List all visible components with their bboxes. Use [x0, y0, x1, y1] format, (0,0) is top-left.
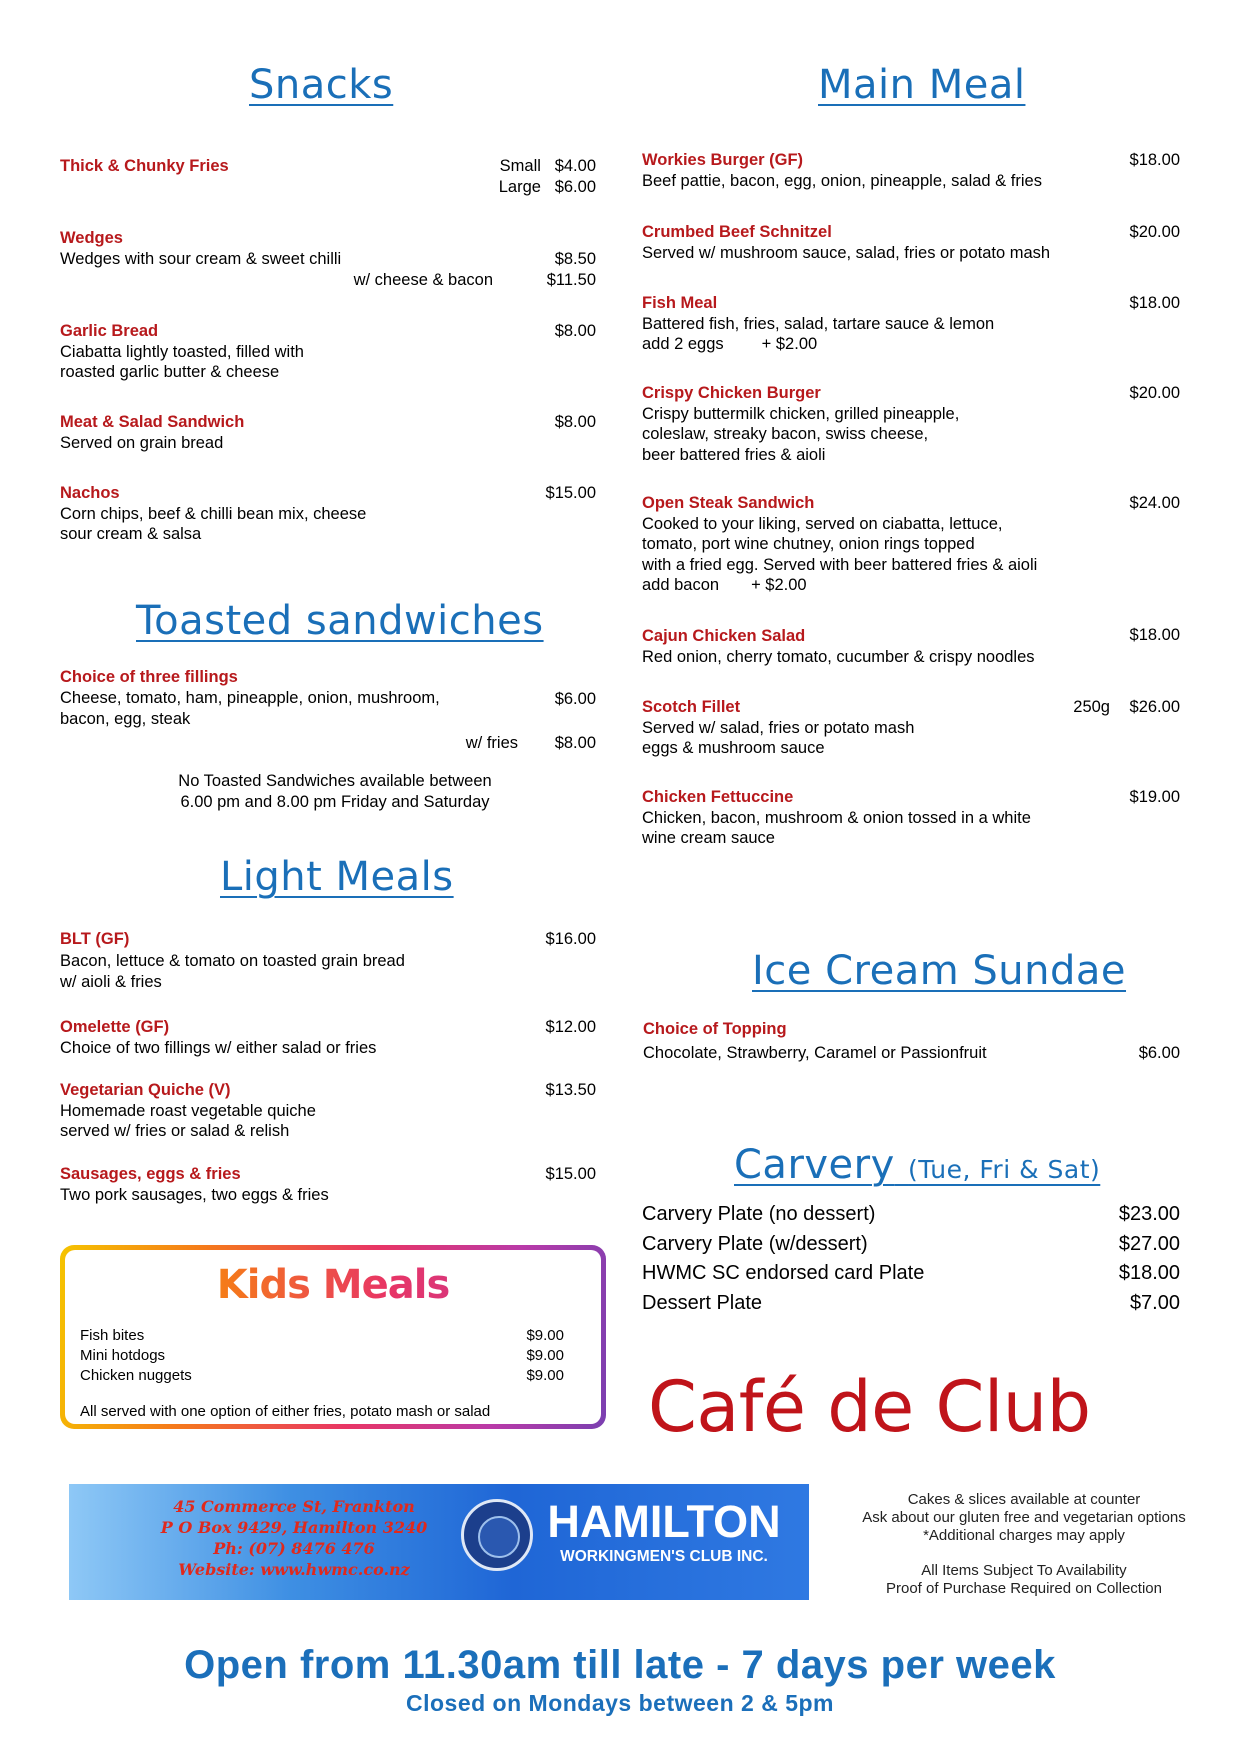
item-desc: Cooked to your liking, served on ciabatta, lettuce,: [642, 514, 1003, 533]
kids-meals-box: [60, 1245, 606, 1429]
item-desc: coleslaw, streaky bacon, swiss cheese,: [642, 425, 929, 443]
menu-item-fries: [60, 156, 229, 177]
club-name: HAMILTON: [547, 1496, 781, 1547]
item-name: Workies Burger (GF): [642, 151, 804, 169]
note-line: No Toasted Sandwiches available between: [178, 772, 492, 790]
item-price: $15.00: [545, 1165, 596, 1183]
size-label: Large: [498, 178, 541, 196]
wedges-option-label: w/ cheese & bacon: [353, 271, 493, 289]
menu-item-schnitzel: [642, 222, 1050, 263]
carvery-item-name: Carvery Plate (w/dessert): [642, 1233, 868, 1255]
item-price: $6.00: [554, 690, 596, 708]
menu-item-workies-burger: [642, 150, 1042, 191]
wedges-option-price: $11.50: [546, 271, 596, 289]
carvery-item-name: HWMC SC endorsed card Plate: [642, 1262, 925, 1284]
item-price: $18.00: [1129, 626, 1180, 644]
item-desc: Cheese, tomato, ham, pineapple, onion, mushroom,: [60, 688, 440, 707]
note-line: Ask about our gluten free and vegetarian options: [862, 1509, 1186, 1526]
menu-item-scotch-fillet: [642, 697, 914, 759]
addon-price: + $2.00: [751, 576, 807, 594]
kids-item-price: $9.00: [526, 1327, 564, 1344]
item-name: Sausages, eggs & fries: [60, 1165, 241, 1183]
info-notes-top: [818, 1491, 1230, 1545]
note-line: 6.00 pm and 8.00 pm Friday and Saturday: [180, 793, 490, 811]
scotch-weight: 250g: [1073, 698, 1110, 716]
item-price: $18.00: [1129, 294, 1180, 312]
item-desc: Chocolate, Strawberry, Caramel or Passionfruit: [643, 1044, 987, 1062]
item-price: $12.00: [545, 1018, 596, 1036]
carvery-item-price: $23.00: [1118, 1203, 1180, 1225]
phone-line: Ph: (07) 8476 476: [213, 1539, 375, 1558]
addon-price: + $2.00: [761, 335, 818, 353]
light-meals-heading: Light Meals: [220, 854, 454, 900]
item-price: $20.00: [1129, 223, 1180, 241]
item-name: Scotch Fillet: [642, 698, 741, 716]
item-desc: roasted garlic butter & cheese: [60, 363, 280, 381]
carvery-heading: [734, 1142, 1100, 1188]
note-line: All Items Subject To Availability: [921, 1562, 1127, 1579]
item-price: $24.00: [1129, 494, 1180, 512]
item-desc: with a fried egg. Served with beer battered fries & aioli: [642, 555, 1038, 574]
item-price: $13.50: [545, 1081, 596, 1099]
carvery-item-price: $7.00: [1129, 1292, 1180, 1314]
item-desc: Served w/ mushroom sauce, salad, fries or potato mash: [642, 243, 1051, 262]
carvery-item-price: $27.00: [1118, 1233, 1180, 1255]
toasted-option-price: $8.00: [554, 734, 596, 752]
item-name: Fish Meal: [642, 294, 718, 312]
item-name: Choice of Topping: [643, 1020, 787, 1038]
item-name: Nachos: [60, 484, 120, 502]
club-banner: [69, 1484, 809, 1600]
item-price: $8.00: [554, 413, 596, 431]
menu-item-quiche: [60, 1080, 316, 1142]
item-name: BLT (GF): [60, 930, 130, 948]
toasted-heading: Toasted sandwiches: [136, 598, 544, 644]
item-price: $18.00: [1129, 151, 1180, 169]
item-price: $6.00: [1138, 1044, 1180, 1062]
carvery-item-name: Carvery Plate (no dessert): [642, 1203, 876, 1225]
carvery-item-name: Dessert Plate: [642, 1292, 763, 1314]
menu-item-crispy-chicken-burger: [642, 383, 959, 465]
item-desc: w/ aioli & fries: [60, 972, 162, 991]
item-desc: Battered fish, fries, salad, tartare sauce & lemon: [642, 314, 995, 333]
menu-item-open-steak-sandwich: [642, 493, 1037, 596]
item-name: Cajun Chicken Salad: [642, 627, 806, 645]
item-price: $15.00: [545, 484, 596, 502]
address-line: 45 Commerce St, Frankton: [173, 1497, 415, 1516]
info-notes-bottom: [818, 1562, 1230, 1598]
club-crest-icon: [461, 1499, 533, 1571]
kids-meals-panel: [65, 1250, 601, 1424]
item-desc: Wedges with sour cream & sweet chilli: [60, 249, 342, 268]
menu-item-blt: [60, 929, 405, 992]
carvery-subtitle: (Tue, Fri & Sat): [908, 1155, 1101, 1184]
item-desc: Ciabatta lightly toasted, filled with: [60, 342, 304, 361]
item-addon: [642, 334, 994, 355]
main-meal-heading: Main Meal: [818, 62, 1026, 108]
item-name: Wedges: [60, 229, 123, 247]
menu-item-cajun-chicken-salad: [642, 625, 1035, 668]
item-price: $6.00: [554, 178, 596, 196]
toasted-note: [140, 771, 530, 813]
item-desc: bacon, egg, steak: [60, 710, 191, 728]
item-name: Thick & Chunky Fries: [60, 157, 229, 175]
item-desc: Two pork sausages, two eggs & fries: [60, 1185, 329, 1204]
item-name: Open Steak Sandwich: [642, 494, 815, 512]
closed-hours: Closed on Mondays between 2 & 5pm: [405, 1690, 835, 1716]
club-subtitle: WORKINGMEN'S CLUB INC.: [560, 1548, 768, 1565]
item-name: Choice of three fillings: [60, 668, 238, 686]
item-price: $20.00: [1129, 384, 1180, 402]
club-contact: [89, 1496, 499, 1580]
item-price: $4.00: [554, 157, 596, 175]
note-line: Proof of Purchase Required on Collection: [886, 1580, 1162, 1597]
item-desc: sour cream & salsa: [60, 525, 202, 543]
addon-label: add 2 eggs: [642, 335, 724, 353]
menu-item-chicken-fettuccine: [642, 787, 1031, 849]
menu-item-sundae: [643, 1016, 987, 1064]
menu-item-wedges: [60, 228, 341, 269]
item-addon: [642, 575, 1037, 596]
kids-item-price: $9.00: [526, 1367, 564, 1384]
kids-item-name: Fish bites: [80, 1327, 145, 1344]
item-price: $19.00: [1129, 788, 1180, 806]
item-name: Garlic Bread: [60, 322, 159, 340]
toasted-option-label: w/ fries: [465, 734, 518, 752]
kids-item-price: $9.00: [526, 1347, 564, 1364]
menu-item-nachos: [60, 483, 366, 545]
item-name: Meat & Salad Sandwich: [60, 413, 245, 431]
menu-item-meat-salad-sandwich: [60, 412, 244, 453]
kids-item-name: Chicken nuggets: [80, 1367, 192, 1384]
item-desc: Choice of two fillings w/ either salad or fries: [60, 1038, 377, 1057]
item-desc: Chicken, bacon, mushroom & onion tossed in a white: [642, 808, 1031, 827]
item-desc: served w/ fries or salad & relish: [60, 1122, 290, 1140]
item-desc: beer battered fries & aioli: [642, 445, 826, 464]
item-price: $26.00: [1129, 698, 1180, 716]
item-name: Chicken Fettuccine: [642, 788, 794, 806]
item-desc: tomato, port wine chutney, onion rings topped: [642, 535, 975, 553]
ice-cream-sundae-heading: Ice Cream Sundae: [752, 948, 1127, 994]
item-desc: wine cream sauce: [642, 829, 775, 847]
item-name: Vegetarian Quiche (V): [60, 1081, 231, 1099]
item-name: Omelette (GF): [60, 1018, 170, 1036]
menu-item-toasted: [60, 667, 440, 731]
menu-item-garlic-bread: [60, 321, 304, 383]
item-desc: Bacon, lettuce & tomato on toasted grain bread: [60, 951, 405, 970]
size-label: Small: [499, 157, 541, 175]
item-price: $8.50: [554, 250, 596, 268]
item-name: Crispy Chicken Burger: [642, 384, 821, 402]
item-desc: Beef pattie, bacon, egg, onion, pineapple, salad & fries: [642, 171, 1042, 190]
note-line: *Additional charges may apply: [923, 1527, 1125, 1544]
menu-item-omelette: [60, 1017, 376, 1058]
item-desc: Served w/ salad, fries or potato mash: [642, 718, 915, 737]
addon-label: add bacon: [642, 576, 720, 594]
item-price: $16.00: [545, 930, 596, 948]
crest-center: [478, 1516, 520, 1558]
cafe-title: Café de Club: [648, 1366, 1091, 1448]
item-desc: Crispy buttermilk chicken, grilled pineapple,: [642, 404, 960, 423]
website-line: Website: www.hwmc.co.nz: [178, 1560, 410, 1579]
fries-large: [470, 177, 596, 198]
menu-item-sausages: [60, 1164, 329, 1205]
item-desc: Homemade roast vegetable quiche: [60, 1101, 316, 1120]
item-name: Crumbed Beef Schnitzel: [642, 223, 832, 241]
item-desc: Red onion, cherry tomato, cucumber & crispy noodles: [642, 648, 1035, 666]
kids-item-name: Mini hotdogs: [80, 1347, 166, 1364]
item-price: $8.00: [554, 322, 596, 340]
po-box-line: P O Box 9429, Hamilton 3240: [160, 1518, 428, 1537]
menu-item-fish-meal: [642, 293, 994, 355]
item-desc: Corn chips, beef & chilli bean mix, cheese: [60, 504, 367, 523]
kids-meals-title: Kids Meals: [65, 1262, 601, 1308]
opening-hours: Open from 11.30am till late - 7 days per week: [184, 1643, 1056, 1687]
snacks-heading: Snacks: [249, 62, 394, 108]
fries-small: [470, 156, 596, 177]
note-line: Cakes & slices available at counter: [907, 1491, 1141, 1508]
kids-note: All served with one option of either fries, potato mash or salad: [80, 1403, 491, 1420]
item-desc: Served on grain bread: [60, 433, 224, 452]
item-desc: eggs & mushroom sauce: [642, 739, 825, 757]
carvery-title: Carvery: [734, 1142, 895, 1188]
carvery-item-price: $18.00: [1118, 1262, 1180, 1284]
